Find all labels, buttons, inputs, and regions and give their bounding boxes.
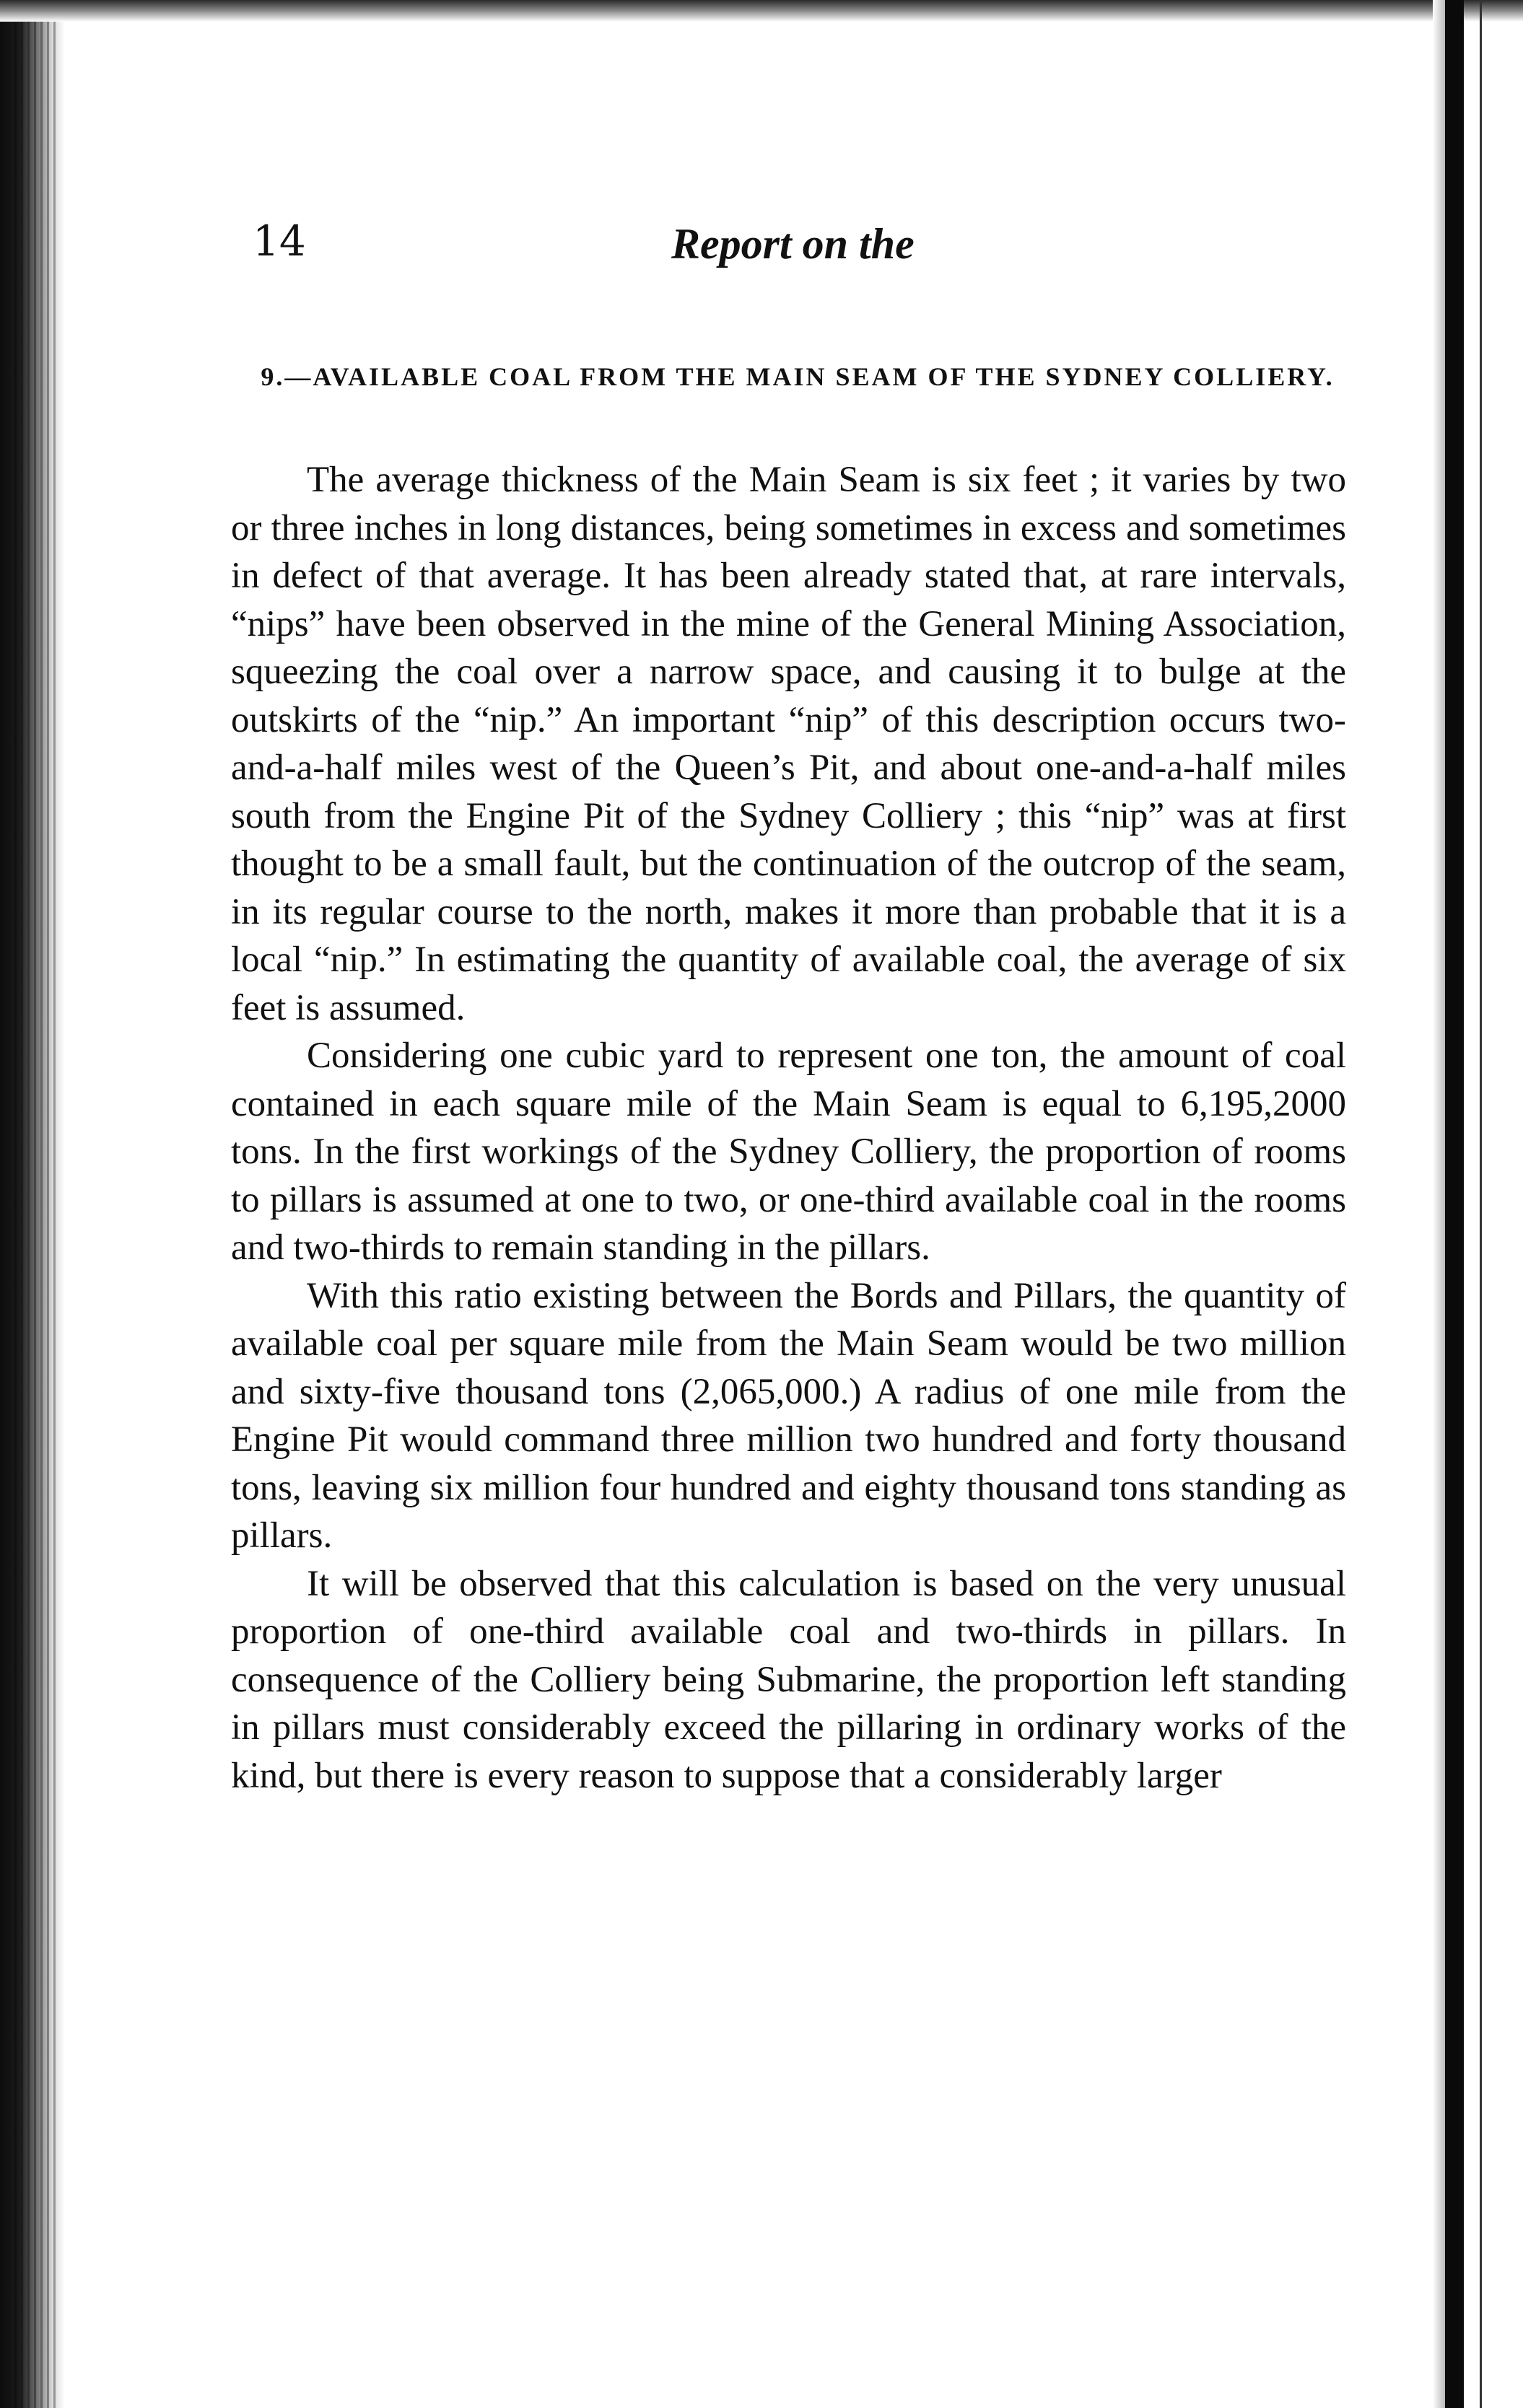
scan-left-page-stack (14, 0, 58, 2408)
paragraph-1: The average thickness of the Main Seam is six feet ; it varies by two or three inches in long distances, being sometimes in excess and sometimes in defect of that average. It has been already stated that, at rare intervals, “nips” have been observed in the mine of the General Mining Association, squeezing the coal over a narrow space, and causing it to bulge at the outskirts of the “nip.” An important “nip” of this description occurs two-and-a-half miles west of the Queen’s Pit, and about one-and-a-half miles south from the Engine Pit of the Sydney Colliery ; this “nip” was at first thought to be a small fault, but the continuation of the outcrop of the seam, in its regular course to the north, makes it more than probable that it is a local “nip.” In estimating the quantity of available coal, the average of six feet is assumed. (231, 460, 1346, 1028)
page-number: 14 (253, 216, 306, 266)
paragraph-3: With this ratio existing between the Bords and Pillars, the quantity of available coal per square mile from the Main Seam would be two million and sixty-five thousand tons (2,065,000.) A radius of one mile from the Engine Pit would command three million two hundred and forty thousand tons, leaving six million four hundred and eighty thousand tons standing as pillars. (231, 1275, 1346, 1556)
page-header (253, 216, 1350, 281)
section-heading: 9.—AVAILABLE COAL FROM THE MAIN SEAM OF THE SYDNEY COLLIERY. (261, 362, 1335, 391)
scan-right-line (1480, 0, 1482, 2408)
paragraph-2: Considering one cubic yard to represent one ton, the amount of coal contained in each square mile of the Main Seam is equal to 6,195,2000 tons. In the first workings of the Sydney Colliery, the proportion of rooms to pillars is assumed at one to two, or one-third available coal in the rooms and two-thirds to remain standing in the pillars. (231, 1036, 1346, 1268)
paragraph-4: It will be observed that this calculation is based on the very unusual proportion of one-third available coal and two-thirds in pillars. In consequence of the Colliery being Submarine, the proportion left standing in pillars must considerably exceed the pillaring in ordinary works of the kind, but there is every reason to suppose that a considerably larger (231, 1563, 1346, 1796)
scan-right-shadow (1433, 0, 1445, 2408)
scan-right-binding (1445, 0, 1464, 2408)
scan-top-edge (0, 0, 1523, 22)
running-head: Report on the (671, 220, 915, 268)
body-text (231, 456, 1346, 1800)
